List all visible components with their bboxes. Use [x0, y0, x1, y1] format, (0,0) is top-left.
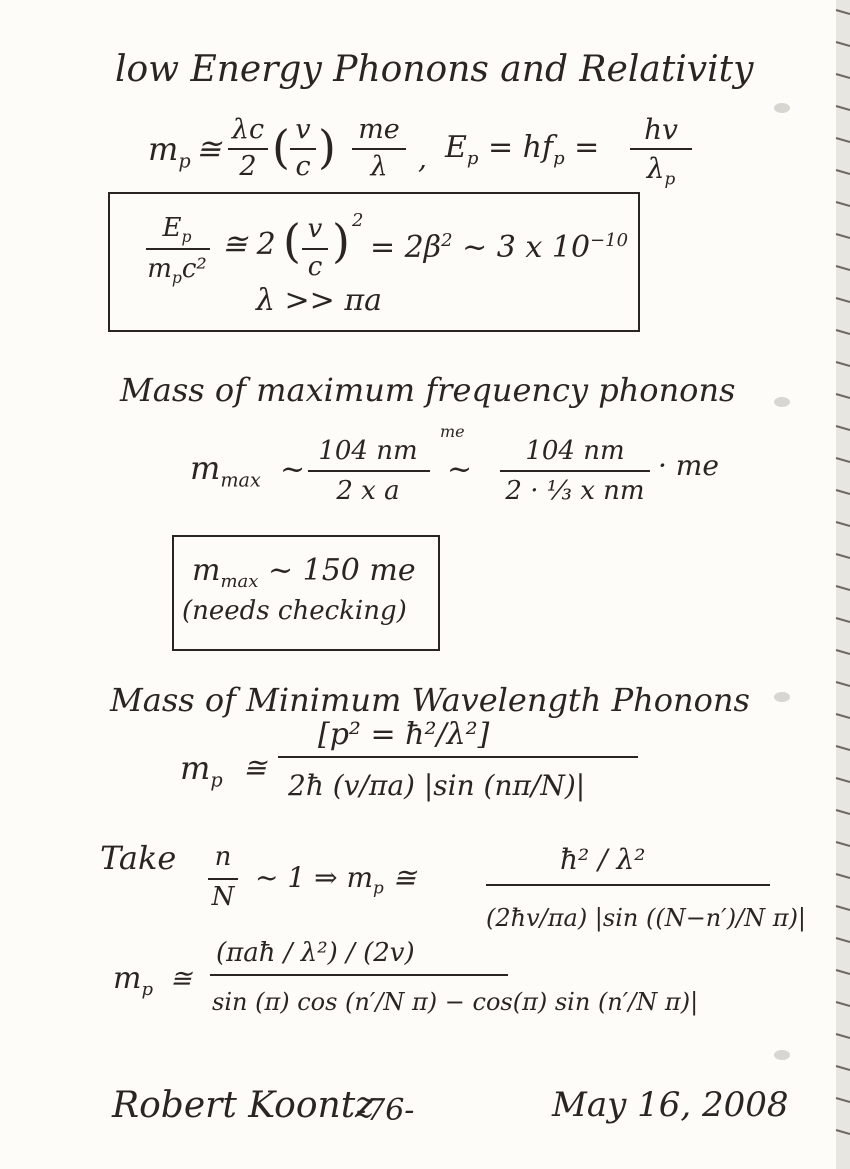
eq1-frac1-den: 2: [239, 151, 257, 182]
eq1-comma: ,: [418, 142, 427, 175]
eq1-paren-num: v: [295, 114, 311, 145]
eq2-den1: 2 x a: [336, 476, 400, 506]
eq1-lhs: m: [148, 130, 179, 168]
eq2-num2: 104 nm: [525, 436, 625, 466]
eq2-lhs-sub: max: [220, 468, 261, 492]
eq3-approx: ≅: [243, 751, 267, 784]
eq4-frac-num: n: [214, 842, 232, 872]
box1-rest-sup: 2: [441, 230, 453, 251]
eq4-approx: ≅: [392, 861, 417, 894]
box1-approx2: ~ 3 x 10: [462, 230, 591, 265]
eq1-ep-num: hv: [644, 113, 678, 146]
eq1-frac2-den: λ: [370, 151, 388, 182]
eq2-num1: 104 nm: [318, 436, 418, 466]
eq3-lhs: m: [180, 749, 211, 787]
eq1-lhs-sub: p: [178, 149, 191, 173]
eq5-lhs-sub: p: [141, 979, 153, 1000]
eq3-num: [p² = ħ²/λ²]: [318, 717, 490, 752]
eq1-ep-sub: p: [466, 148, 479, 169]
punch-hole: [774, 103, 790, 113]
eq5-lhs: m: [113, 961, 142, 996]
eq2-dot-me: · me: [658, 449, 719, 482]
spiral-binding: [828, 0, 850, 1169]
eq4-rest: ~ 1 ⇒ m: [255, 861, 373, 894]
eq1-paren-den: c: [295, 151, 311, 182]
eq3-den: 2ħ (v/πa) |sin (nπ/N)|: [288, 769, 586, 802]
box1-paren-num: v: [307, 214, 323, 244]
box1-den-sup: c²: [181, 254, 207, 285]
footer-date: May 16, 2008: [552, 1085, 789, 1125]
box2-note: (needs checking): [182, 596, 407, 626]
punch-hole: [774, 397, 790, 407]
eq1-ep-eq: =: [574, 130, 600, 165]
box1-condition: λ >> πa: [256, 283, 382, 318]
notebook-page: low Energy Phonons and Relativity $m_p$ ≅ λc 2 ( v c ) me λ , $E_p = hf_p$ = hv $\lambda_p$ $E_p$ $m_pc^2$ ≅ 2 ( v c ) 2 = $2\beta^2$ ~ 3 x $10^{-10}$ λ >> πa Mass of maximum frequency phonons $m_{max}$ ~ 104 nm 2 x a me ~ 104 nm 2 · ⅓ x nm · me $m_{max}$ ~ 150 me (needs checking) Mass of Minimum Wavelength Phonons $m_p$ ≅ [p² = ħ²/λ²] 2ħ (v/πa) |sin (nπ/N)| Take n N ~ 1 ⇒ $m_p$ ≅ ħ² / λ² (2ħv/πa) |sin ((N−n′)/N π)| $m_p$ ≅ (πaħ / λ²) / (2v) sin (π) cos (n′/N π) − cos(π) sin (n′/N π)| Robert Koontz -76- May 16, 2008: [0, 0, 850, 1169]
eq1-ep-den: λ: [646, 152, 665, 185]
eq4-frac-den: N: [211, 882, 235, 912]
punch-hole: [774, 692, 790, 702]
eq2-lhs: m: [190, 449, 221, 487]
eq5-den: sin (π) cos (n′/N π) − cos(π) sin (n′/N π)|: [212, 988, 699, 1016]
heading-min-wavelength: Mass of Minimum Wavelength Phonons: [110, 681, 750, 719]
box2-rest: ~ 150 me: [267, 553, 416, 588]
box1-num: E: [162, 213, 182, 243]
box1-exp: −10: [590, 230, 629, 251]
eq1-frac2-num: me: [358, 114, 400, 145]
box1-rest: = 2β: [370, 230, 442, 265]
eq1-ep-den-sub: p: [664, 168, 676, 189]
box1-num-sub: p: [181, 228, 192, 247]
eq3-lhs-sub: p: [210, 768, 223, 792]
punch-hole: [774, 1050, 790, 1060]
eq4-take: Take: [100, 839, 177, 877]
eq4-num: ħ² / λ²: [560, 843, 646, 876]
heading-max-frequency: Mass of maximum frequency phonons: [120, 371, 736, 409]
box1-approx: ≅ 2: [222, 227, 276, 262]
box2-sub: max: [220, 571, 259, 592]
eq4-den: (2ħv/πa) |sin ((N−n′)/N π)|: [486, 904, 807, 932]
eq5-num: (πaħ / λ²) / (2v): [216, 938, 415, 968]
box2-m: m: [192, 553, 221, 588]
box1-den: m: [147, 254, 172, 285]
eq5-approx: ≅: [170, 964, 192, 994]
eq1-ep-mid: = hf: [487, 130, 554, 165]
page-title: low Energy Phonons and Relativity: [115, 49, 754, 90]
box1-square: 2: [352, 210, 364, 231]
footer-author: Robert Koontz: [112, 1085, 375, 1126]
eq1-frac1-num: λc: [231, 114, 265, 145]
box1-paren-den: c: [307, 252, 323, 282]
box1-den-sub: p: [171, 269, 182, 288]
eq2-me-above: me: [440, 422, 465, 441]
footer-page-number: -76-: [356, 1093, 415, 1128]
eq1-ep: E: [445, 130, 467, 165]
eq2-den2: 2 · ⅓ x nm: [505, 476, 645, 506]
eq1-ep-mid-sub: p: [553, 148, 565, 169]
eq2-tilde: ~: [280, 452, 306, 487]
eq2-tilde2: ~: [447, 452, 473, 487]
eq1-approx: ≅: [196, 132, 222, 167]
eq4-rest-sub: p: [373, 877, 384, 898]
